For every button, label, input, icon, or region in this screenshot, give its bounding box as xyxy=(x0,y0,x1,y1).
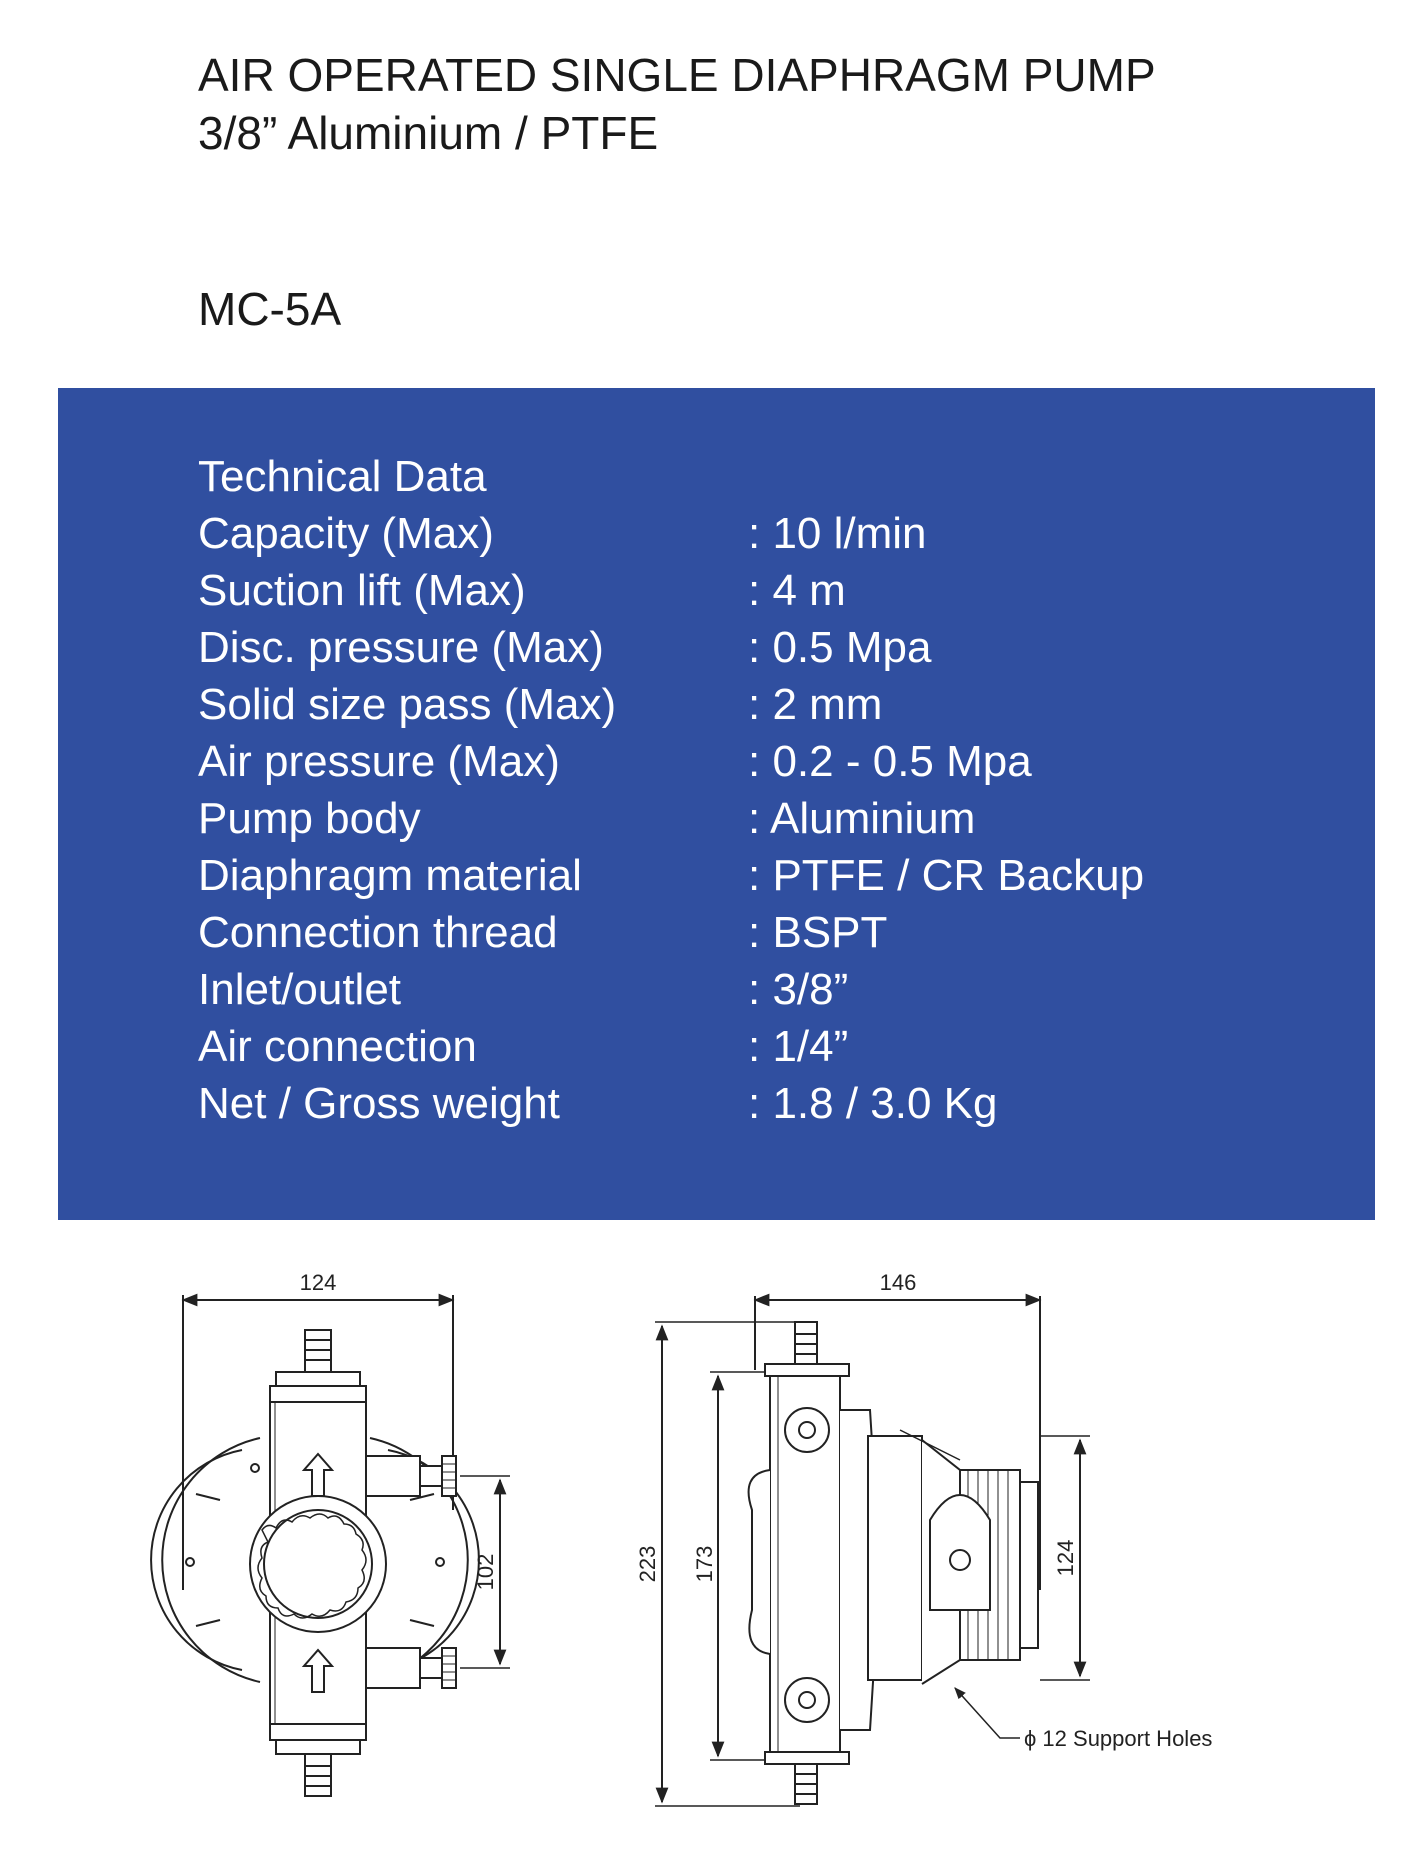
spec-label: Inlet/outlet xyxy=(198,965,402,1014)
technical-data-panel xyxy=(58,388,1375,1220)
model-number: MC-5A xyxy=(198,283,342,335)
technical-data-heading: Technical Data xyxy=(198,452,487,501)
spec-label: Disc. pressure (Max) xyxy=(198,623,604,672)
spec-label: Pump body xyxy=(198,794,421,843)
spec-label: Air connection xyxy=(198,1022,477,1071)
spec-label: Solid size pass (Max) xyxy=(198,680,617,729)
document-title: AIR OPERATED SINGLE DIAPHRAGM PUMP xyxy=(198,49,1156,101)
dimension-drawings xyxy=(0,1260,1421,1853)
dim-body-height: 124 xyxy=(1053,1539,1078,1577)
dim-overall-height: 223 xyxy=(635,1545,660,1583)
dim-port-height: 173 xyxy=(692,1545,717,1583)
spec-value: : 1/4” xyxy=(748,1022,849,1071)
dim-side-width: 146 xyxy=(879,1270,917,1295)
spec-value: : Aluminium xyxy=(748,794,976,843)
spec-label: Net / Gross weight xyxy=(198,1079,560,1128)
spec-label: Suction lift (Max) xyxy=(198,566,526,615)
dim-air-port-spacing: 102 xyxy=(473,1553,498,1591)
front-view xyxy=(151,1295,510,1796)
spec-value: : 2 mm xyxy=(748,680,883,729)
spec-value: : PTFE / CR Backup xyxy=(748,851,1145,900)
document-subtitle: 3/8” Aluminium / PTFE xyxy=(198,107,659,159)
spec-value: : 4 m xyxy=(748,566,846,615)
spec-value: : BSPT xyxy=(748,908,888,957)
spec-label: Capacity (Max) xyxy=(198,509,494,558)
spec-value: : 0.2 - 0.5 Mpa xyxy=(748,737,1032,786)
spec-value: : 1.8 / 3.0 Kg xyxy=(748,1079,998,1128)
drawing-svg xyxy=(0,1260,1421,1853)
spec-value: : 0.5 Mpa xyxy=(748,623,932,672)
spec-label: Connection thread xyxy=(198,908,558,957)
support-holes-note: ϕ 12 Support Holes xyxy=(1024,1726,1213,1751)
dim-front-width: 124 xyxy=(299,1270,337,1295)
spec-label: Air pressure (Max) xyxy=(198,737,560,786)
spec-label: Diaphragm material xyxy=(198,851,582,900)
spec-value: : 10 l/min xyxy=(748,509,927,558)
spec-value: : 3/8” xyxy=(748,965,849,1014)
